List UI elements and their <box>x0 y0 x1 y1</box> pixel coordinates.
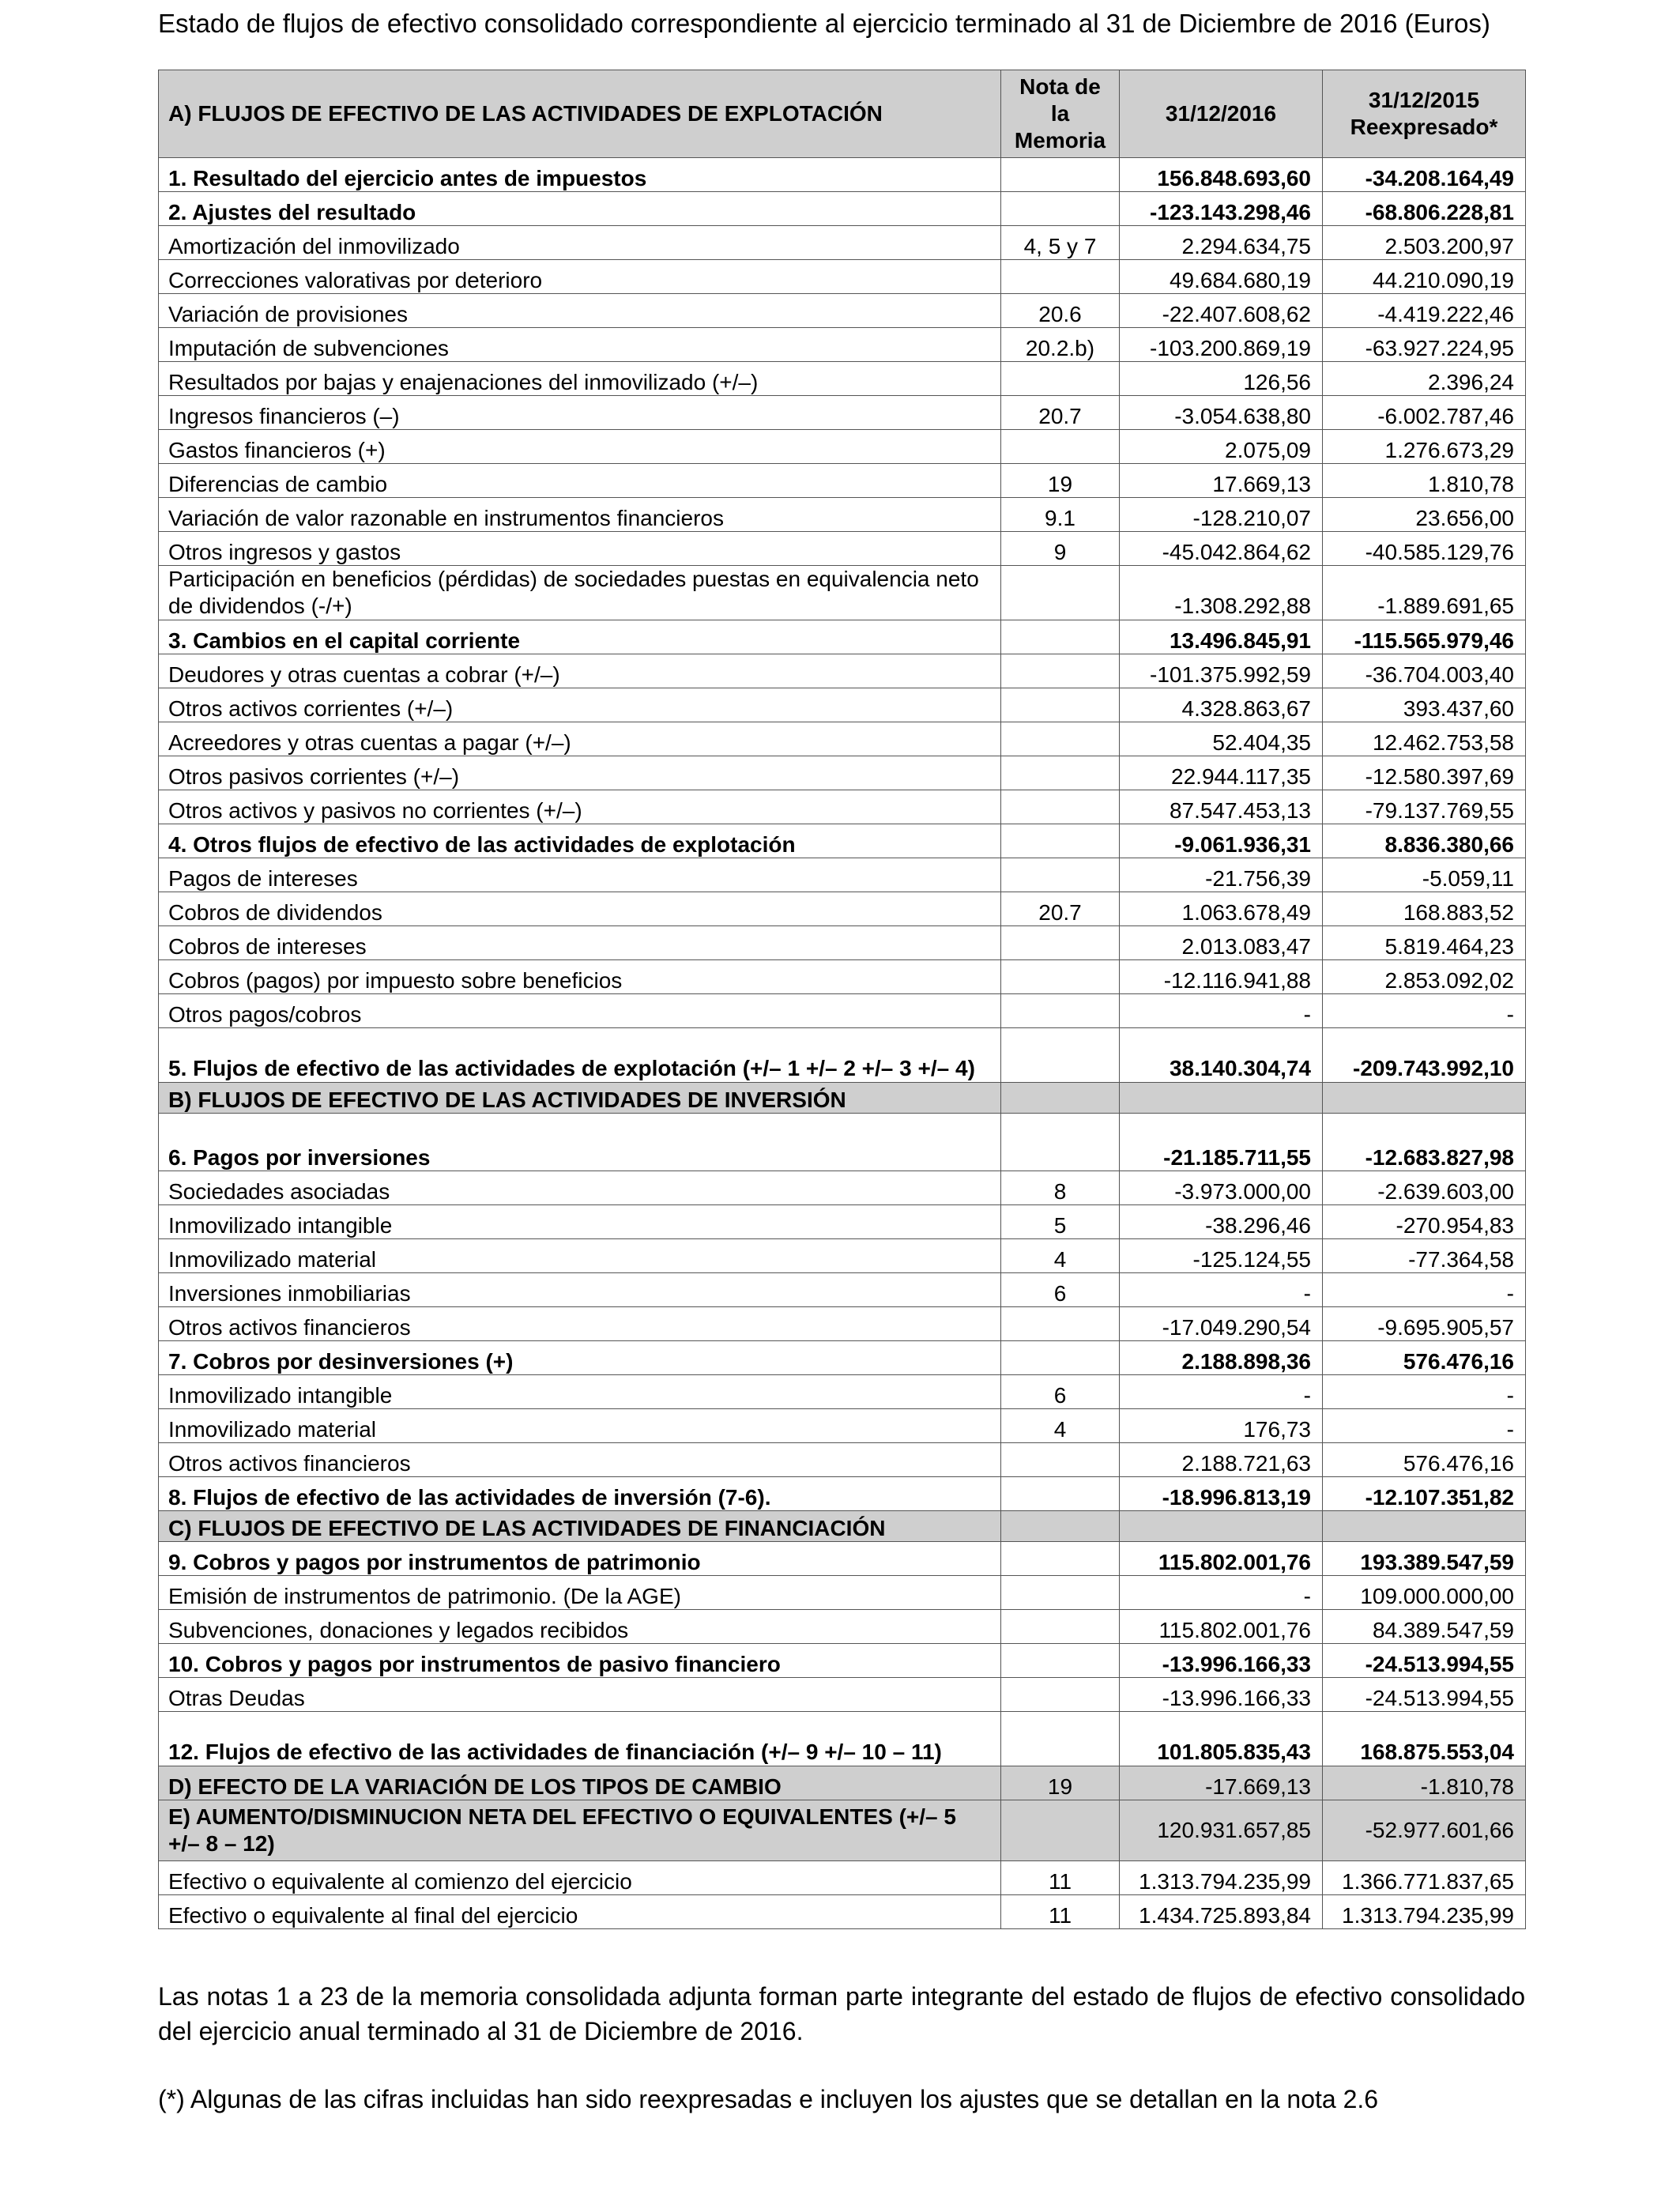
row-label: Inversiones inmobiliarias <box>159 1273 1001 1307</box>
row-label: 2. Ajustes del resultado <box>159 192 1001 226</box>
row-label: C) FLUJOS DE EFECTIVO DE LAS ACTIVIDADES DE FINANCIACIÓN <box>159 1511 1001 1542</box>
row-value-2016: 1.313.794.235,99 <box>1120 1861 1323 1895</box>
row-label: E) AUMENTO/DISMINUCION NETA DEL EFECTIVO O EQUIVALENTES (+/– 5 +/– 8 – 12) <box>159 1800 1001 1861</box>
row-value-2016: -13.996.166,33 <box>1120 1678 1323 1712</box>
row-value-2015: 5.819.464,23 <box>1323 926 1526 960</box>
row-label: Diferencias de cambio <box>159 464 1001 498</box>
row-note <box>1001 1114 1120 1171</box>
row-label: Cobros (pagos) por impuesto sobre beneficios <box>159 960 1001 994</box>
row-label: Efectivo o equivalente al comienzo del ejercicio <box>159 1861 1001 1895</box>
table-row <box>159 1341 1526 1375</box>
table-row <box>159 688 1526 722</box>
table-row <box>159 1766 1526 1800</box>
row-value-2016: 2.294.634,75 <box>1120 226 1323 260</box>
row-label: Otras Deudas <box>159 1678 1001 1712</box>
table-row <box>159 1114 1526 1171</box>
row-label: Inmovilizado material <box>159 1239 1001 1273</box>
row-value-2016: 156.848.693,60 <box>1120 158 1323 192</box>
row-value-2016: 115.802.001,76 <box>1120 1542 1323 1576</box>
row-label: Inmovilizado intangible <box>159 1205 1001 1239</box>
row-note <box>1001 430 1120 464</box>
row-note: 4 <box>1001 1239 1120 1273</box>
header-2015-col: 31/12/2015 Reexpresado* <box>1323 70 1526 158</box>
table-row <box>159 498 1526 532</box>
row-note <box>1001 994 1120 1028</box>
table-row <box>159 858 1526 892</box>
row-label: Efectivo o equivalente al final del ejercicio <box>159 1895 1001 1929</box>
row-value-2016: 101.805.835,43 <box>1120 1712 1323 1766</box>
row-value-2015: -24.513.994,55 <box>1323 1644 1526 1678</box>
table-row <box>159 824 1526 858</box>
row-value-2015: -12.580.397,69 <box>1323 756 1526 790</box>
row-note: 6 <box>1001 1273 1120 1307</box>
row-value-2015: - <box>1323 1409 1526 1443</box>
row-value-2016: 1.063.678,49 <box>1120 892 1323 926</box>
row-note <box>1001 756 1120 790</box>
row-value-2016: -17.049.290,54 <box>1120 1307 1323 1341</box>
row-value-2016: -103.200.869,19 <box>1120 328 1323 362</box>
row-label: B) FLUJOS DE EFECTIVO DE LAS ACTIVIDADES DE INVERSIÓN <box>159 1083 1001 1114</box>
row-value-2016: 38.140.304,74 <box>1120 1028 1323 1083</box>
table-row <box>159 926 1526 960</box>
row-value-2016: 49.684.680,19 <box>1120 260 1323 294</box>
table-row <box>159 532 1526 566</box>
row-value-2015: -6.002.787,46 <box>1323 396 1526 430</box>
row-value-2015: -79.137.769,55 <box>1323 790 1526 824</box>
row-value-2015: 8.836.380,66 <box>1323 824 1526 858</box>
row-value-2015: 23.656,00 <box>1323 498 1526 532</box>
row-value-2015: -68.806.228,81 <box>1323 192 1526 226</box>
row-label: 6. Pagos por inversiones <box>159 1114 1001 1171</box>
row-label: Participación en beneficios (pérdidas) de sociedades puestas en equivalencia neto de dividendos (-/+) <box>159 566 1001 620</box>
row-note: 20.2.b) <box>1001 328 1120 362</box>
row-note: 20.7 <box>1001 892 1120 926</box>
row-note <box>1001 688 1120 722</box>
row-label: Variación de provisiones <box>159 294 1001 328</box>
row-value-2015: 168.883,52 <box>1323 892 1526 926</box>
row-label: Ingresos financieros (–) <box>159 396 1001 430</box>
table-row <box>159 1205 1526 1239</box>
row-note <box>1001 654 1120 688</box>
row-value-2016: -21.185.711,55 <box>1120 1114 1323 1171</box>
table-row <box>159 1239 1526 1273</box>
row-value-2015: -4.419.222,46 <box>1323 294 1526 328</box>
table-header-row <box>159 70 1526 158</box>
row-note <box>1001 1576 1120 1610</box>
row-note <box>1001 1028 1120 1083</box>
row-value-2015: -77.364,58 <box>1323 1239 1526 1273</box>
row-label: Imputación de subvenciones <box>159 328 1001 362</box>
row-value-2016: - <box>1120 1576 1323 1610</box>
row-value-2015: 393.437,60 <box>1323 688 1526 722</box>
row-note: 19 <box>1001 464 1120 498</box>
row-label: Otros activos corrientes (+/–) <box>159 688 1001 722</box>
row-note: 20.6 <box>1001 294 1120 328</box>
row-value-2015: -115.565.979,46 <box>1323 620 1526 654</box>
row-value-2015: -270.954,83 <box>1323 1205 1526 1239</box>
row-value-2016: -9.061.936,31 <box>1120 824 1323 858</box>
row-note <box>1001 1800 1120 1861</box>
row-label: Pagos de intereses <box>159 858 1001 892</box>
row-value-2016: 1.434.725.893,84 <box>1120 1895 1323 1929</box>
table-row <box>159 566 1526 620</box>
row-note <box>1001 158 1120 192</box>
row-label: 3. Cambios en el capital corriente <box>159 620 1001 654</box>
row-value-2015: - <box>1323 1375 1526 1409</box>
table-row <box>159 1800 1526 1861</box>
row-value-2015: 2.853.092,02 <box>1323 960 1526 994</box>
table-row <box>159 1678 1526 1712</box>
row-value-2016: - <box>1120 1273 1323 1307</box>
row-value-2015: 576.476,16 <box>1323 1443 1526 1477</box>
row-value-2016: -125.124,55 <box>1120 1239 1323 1273</box>
table-row <box>159 1083 1526 1114</box>
row-note <box>1001 1083 1120 1114</box>
row-label: Sociedades asociadas <box>159 1171 1001 1205</box>
row-value-2016: -22.407.608,62 <box>1120 294 1323 328</box>
table-row <box>159 1171 1526 1205</box>
row-value-2015: - <box>1323 1273 1526 1307</box>
row-value-2015: 168.875.553,04 <box>1323 1712 1526 1766</box>
row-value-2015: 44.210.090,19 <box>1323 260 1526 294</box>
row-label: D) EFECTO DE LA VARIACIÓN DE LOS TIPOS DE CAMBIO <box>159 1766 1001 1800</box>
row-value-2016: -128.210,07 <box>1120 498 1323 532</box>
row-label: Cobros de intereses <box>159 926 1001 960</box>
row-note: 11 <box>1001 1895 1120 1929</box>
row-value-2016: -3.054.638,80 <box>1120 396 1323 430</box>
header-2016-col: 31/12/2016 <box>1120 70 1323 158</box>
row-note <box>1001 824 1120 858</box>
row-value-2015: 1.366.771.837,65 <box>1323 1861 1526 1895</box>
row-note <box>1001 1477 1120 1511</box>
table-row <box>159 1542 1526 1576</box>
row-note <box>1001 790 1120 824</box>
row-label: 12. Flujos de efectivo de las actividades de financiación (+/– 9 +/– 10 – 11) <box>159 1712 1001 1766</box>
row-note <box>1001 858 1120 892</box>
row-label: Emisión de instrumentos de patrimonio. (De la AGE) <box>159 1576 1001 1610</box>
row-note: 8 <box>1001 1171 1120 1205</box>
row-label: 10. Cobros y pagos por instrumentos de pasivo financiero <box>159 1644 1001 1678</box>
row-label: 9. Cobros y pagos por instrumentos de patrimonio <box>159 1542 1001 1576</box>
table-row <box>159 1477 1526 1511</box>
row-label: Otros activos y pasivos no corrientes (+/–) <box>159 790 1001 824</box>
row-label: 5. Flujos de efectivo de las actividades de explotación (+/– 1 +/– 2 +/– 3 +/– 4) <box>159 1028 1001 1083</box>
row-note <box>1001 926 1120 960</box>
row-value-2015: 1.810,78 <box>1323 464 1526 498</box>
row-value-2016: 2.188.721,63 <box>1120 1443 1323 1477</box>
row-note <box>1001 192 1120 226</box>
row-note <box>1001 1644 1120 1678</box>
row-value-2016: 13.496.845,91 <box>1120 620 1323 654</box>
row-value-2015: -2.639.603,00 <box>1323 1171 1526 1205</box>
row-value-2016: - <box>1120 994 1323 1028</box>
row-label: Correcciones valorativas por deterioro <box>159 260 1001 294</box>
row-note <box>1001 1341 1120 1375</box>
row-value-2016: 22.944.117,35 <box>1120 756 1323 790</box>
cash-flow-table <box>158 70 1526 1929</box>
header-section-a: A) FLUJOS DE EFECTIVO DE LAS ACTIVIDADES DE EXPLOTACIÓN <box>159 70 1001 158</box>
table-row <box>159 1028 1526 1083</box>
row-value-2016: -38.296,46 <box>1120 1205 1323 1239</box>
row-note: 20.7 <box>1001 396 1120 430</box>
row-value-2015: -5.059,11 <box>1323 858 1526 892</box>
table-row <box>159 620 1526 654</box>
row-value-2015: 193.389.547,59 <box>1323 1542 1526 1576</box>
row-value-2016: 52.404,35 <box>1120 722 1323 756</box>
row-label: 1. Resultado del ejercicio antes de impuestos <box>159 158 1001 192</box>
row-value-2015: -24.513.994,55 <box>1323 1678 1526 1712</box>
row-label: Otros pasivos corrientes (+/–) <box>159 756 1001 790</box>
table-row <box>159 1307 1526 1341</box>
table-row <box>159 1712 1526 1766</box>
table-row <box>159 1895 1526 1929</box>
table-row <box>159 1375 1526 1409</box>
table-row <box>159 1644 1526 1678</box>
row-label: 7. Cobros por desinversiones (+) <box>159 1341 1001 1375</box>
row-value-2016: 2.075,09 <box>1120 430 1323 464</box>
table-row <box>159 1511 1526 1542</box>
row-value-2016: -101.375.992,59 <box>1120 654 1323 688</box>
row-note <box>1001 620 1120 654</box>
row-value-2015: -40.585.129,76 <box>1323 532 1526 566</box>
row-value-2016: -17.669,13 <box>1120 1766 1323 1800</box>
row-value-2016: -21.756,39 <box>1120 858 1323 892</box>
row-value-2016: 17.669,13 <box>1120 464 1323 498</box>
table-row <box>159 158 1526 192</box>
row-value-2015: -1.889.691,65 <box>1323 566 1526 620</box>
table-row <box>159 1610 1526 1644</box>
table-body <box>159 158 1526 1929</box>
row-label: Variación de valor razonable en instrumentos financieros <box>159 498 1001 532</box>
table-row <box>159 294 1526 328</box>
row-value-2015 <box>1323 1511 1526 1542</box>
row-note: 4, 5 y 7 <box>1001 226 1120 260</box>
table-row <box>159 722 1526 756</box>
row-value-2015: -12.107.351,82 <box>1323 1477 1526 1511</box>
row-value-2015: 2.396,24 <box>1323 362 1526 396</box>
table-row <box>159 756 1526 790</box>
table-row <box>159 328 1526 362</box>
row-value-2016: 4.328.863,67 <box>1120 688 1323 722</box>
row-value-2016: 115.802.001,76 <box>1120 1610 1323 1644</box>
table-row <box>159 1443 1526 1477</box>
table-row <box>159 362 1526 396</box>
statement-title: Estado de flujos de efectivo consolidado correspondiente al ejercicio terminado al 31 de Diciembre de 2016 (Euros) <box>158 9 1490 38</box>
row-value-2016: -13.996.166,33 <box>1120 1644 1323 1678</box>
row-label: 4. Otros flujos de efectivo de las actividades de explotación <box>159 824 1001 858</box>
table-row <box>159 654 1526 688</box>
row-value-2016 <box>1120 1083 1323 1114</box>
row-value-2015: -63.927.224,95 <box>1323 328 1526 362</box>
row-value-2016: -45.042.864,62 <box>1120 532 1323 566</box>
row-label: Cobros de dividendos <box>159 892 1001 926</box>
row-value-2015: -52.977.601,66 <box>1323 1800 1526 1861</box>
row-note <box>1001 1678 1120 1712</box>
row-note <box>1001 1542 1120 1576</box>
row-value-2016: 126,56 <box>1120 362 1323 396</box>
row-label: Subvenciones, donaciones y legados recibidos <box>159 1610 1001 1644</box>
row-note: 9 <box>1001 532 1120 566</box>
row-value-2016: -3.973.000,00 <box>1120 1171 1323 1205</box>
row-label: Inmovilizado intangible <box>159 1375 1001 1409</box>
row-note <box>1001 362 1120 396</box>
row-note: 11 <box>1001 1861 1120 1895</box>
table-row <box>159 192 1526 226</box>
row-note <box>1001 1307 1120 1341</box>
row-label: Otros ingresos y gastos <box>159 532 1001 566</box>
row-value-2015: 1.313.794.235,99 <box>1323 1895 1526 1929</box>
table-row <box>159 892 1526 926</box>
row-value-2016 <box>1120 1511 1323 1542</box>
table-row <box>159 226 1526 260</box>
notes-footer: Las notas 1 a 23 de la memoria consolidada adjunta forman parte integrante del estado de flujos de efectivo consolidado del ejercicio anual terminado al 31 de Diciembre de 2016. <box>158 1982 1525 2045</box>
row-value-2015: 1.276.673,29 <box>1323 430 1526 464</box>
row-note: 9.1 <box>1001 498 1120 532</box>
row-value-2016: -18.996.813,19 <box>1120 1477 1323 1511</box>
row-note <box>1001 1443 1120 1477</box>
row-label: 8. Flujos de efectivo de las actividades de inversión (7-6). <box>159 1477 1001 1511</box>
table-row <box>159 396 1526 430</box>
row-value-2015: 576.476,16 <box>1323 1341 1526 1375</box>
row-value-2016: - <box>1120 1375 1323 1409</box>
row-label: Deudores y otras cuentas a cobrar (+/–) <box>159 654 1001 688</box>
row-note: 4 <box>1001 1409 1120 1443</box>
row-note <box>1001 566 1120 620</box>
row-label: Resultados por bajas y enajenaciones del inmovilizado (+/–) <box>159 362 1001 396</box>
row-value-2016: 120.931.657,85 <box>1120 1800 1323 1861</box>
row-label: Amortización del inmovilizado <box>159 226 1001 260</box>
row-label: Inmovilizado material <box>159 1409 1001 1443</box>
row-label: Gastos financieros (+) <box>159 430 1001 464</box>
row-value-2015: -12.683.827,98 <box>1323 1114 1526 1171</box>
row-note <box>1001 1511 1120 1542</box>
table-row <box>159 790 1526 824</box>
row-value-2016: 176,73 <box>1120 1409 1323 1443</box>
row-label: Otros activos financieros <box>159 1307 1001 1341</box>
row-value-2015: 2.503.200,97 <box>1323 226 1526 260</box>
row-value-2015: -34.208.164,49 <box>1323 158 1526 192</box>
row-label: Otros pagos/cobros <box>159 994 1001 1028</box>
row-value-2015: -9.695.905,57 <box>1323 1307 1526 1341</box>
row-note <box>1001 722 1120 756</box>
header-note-col: Nota de la Memoria <box>1001 70 1120 158</box>
row-value-2016: -1.308.292,88 <box>1120 566 1323 620</box>
row-value-2015: -36.704.003,40 <box>1323 654 1526 688</box>
row-value-2015: 12.462.753,58 <box>1323 722 1526 756</box>
row-value-2016: -12.116.941,88 <box>1120 960 1323 994</box>
row-value-2015: -209.743.992,10 <box>1323 1028 1526 1083</box>
row-note: 6 <box>1001 1375 1120 1409</box>
table-row <box>159 1861 1526 1895</box>
row-note <box>1001 1610 1120 1644</box>
row-value-2015: -1.810,78 <box>1323 1766 1526 1800</box>
row-value-2015: 109.000.000,00 <box>1323 1576 1526 1610</box>
row-label: Otros activos financieros <box>159 1443 1001 1477</box>
table-row <box>159 430 1526 464</box>
table-row <box>159 260 1526 294</box>
table-row <box>159 464 1526 498</box>
row-note <box>1001 960 1120 994</box>
table-row <box>159 960 1526 994</box>
table-row <box>159 994 1526 1028</box>
row-value-2016: 87.547.453,13 <box>1120 790 1323 824</box>
table-row <box>159 1576 1526 1610</box>
row-value-2016: 2.188.898,36 <box>1120 1341 1323 1375</box>
row-note: 19 <box>1001 1766 1120 1800</box>
row-value-2015: - <box>1323 994 1526 1028</box>
table-row <box>159 1273 1526 1307</box>
row-note <box>1001 1712 1120 1766</box>
table-row <box>159 1409 1526 1443</box>
row-note: 5 <box>1001 1205 1120 1239</box>
row-note <box>1001 260 1120 294</box>
restatement-footnote: (*) Algunas de las cifras incluidas han sido reexpresadas e incluyen los ajustes que se detallan en la nota 2.6 <box>158 2085 1379 2113</box>
row-value-2015: 84.389.547,59 <box>1323 1610 1526 1644</box>
row-value-2015 <box>1323 1083 1526 1114</box>
row-value-2016: -123.143.298,46 <box>1120 192 1323 226</box>
row-label: Acreedores y otras cuentas a pagar (+/–) <box>159 722 1001 756</box>
row-value-2016: 2.013.083,47 <box>1120 926 1323 960</box>
